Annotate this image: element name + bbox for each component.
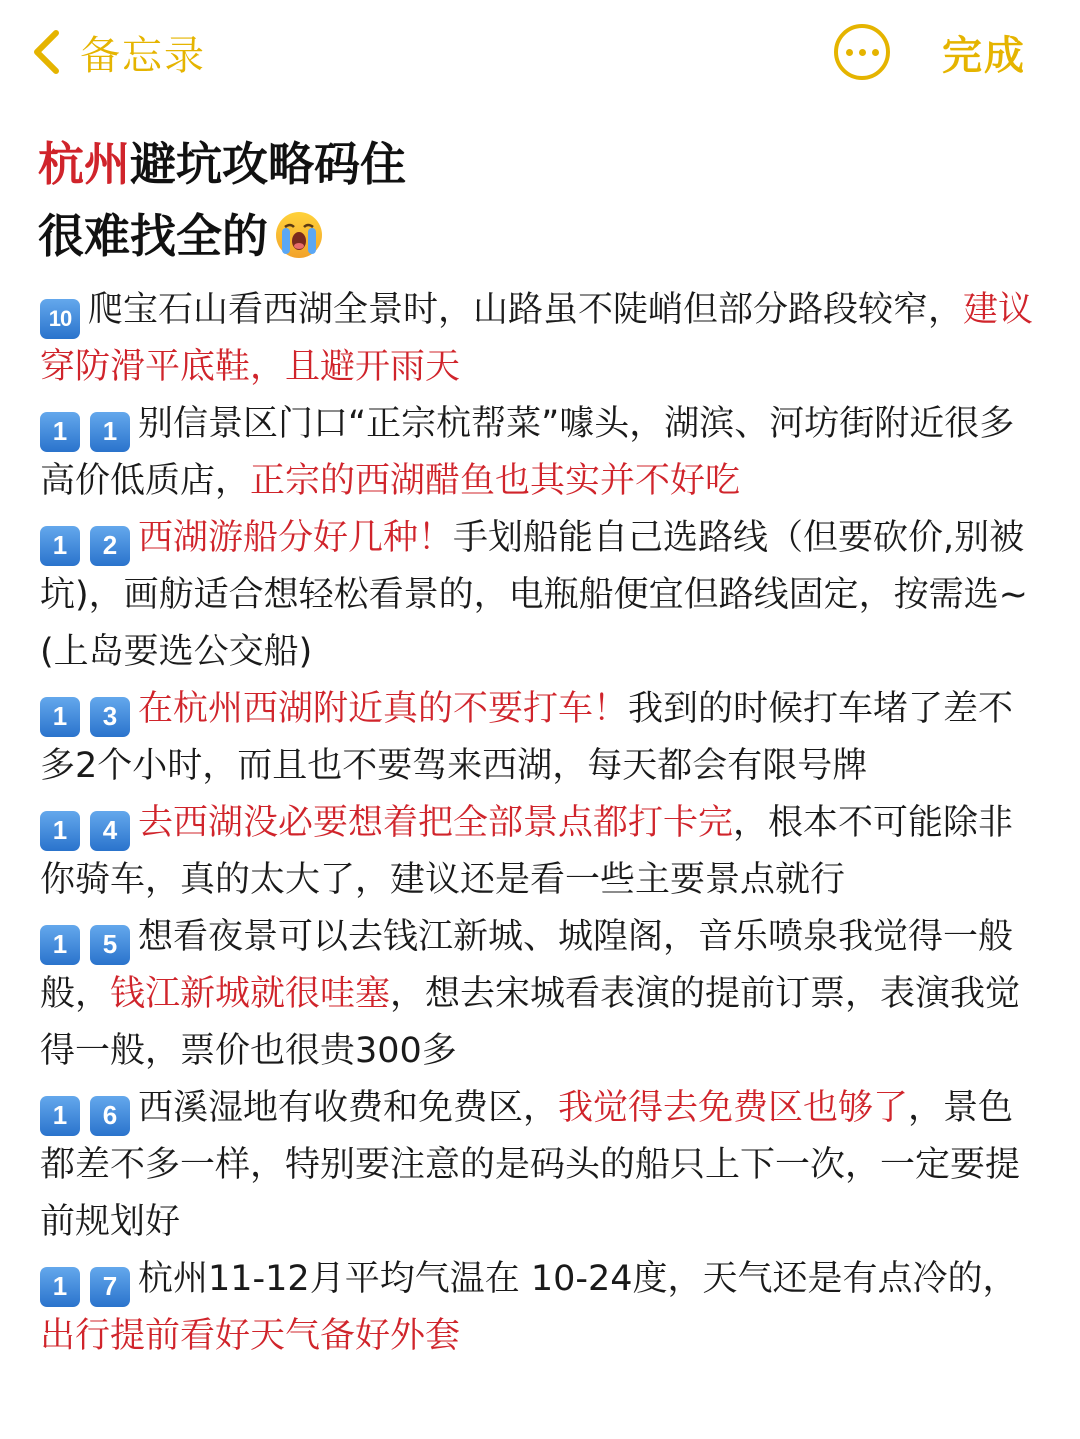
note-body [40, 282, 1040, 1365]
tip-item [40, 396, 1040, 510]
more-button[interactable] [834, 24, 890, 80]
tip-text: 手划船能自己选路线（但要砍价,别被坑)，画舫适合想轻松看景的，电瓶船便宜但路线固定，按需选~(上岛要选公交船) [40, 518, 1028, 672]
navigation-bar [0, 0, 1080, 104]
tip-highlight-text: 去西湖没必要想着把全部景点都打卡完 [138, 803, 734, 843]
more-ellipsis-dot [859, 49, 866, 56]
tip-highlight-text: 我觉得去免费区也够了 [558, 1088, 909, 1128]
keycap-digit-icon: 1 [40, 412, 80, 452]
tip-highlight-text: 建议穿防滑平底鞋，且避开雨天 [40, 290, 1034, 387]
tip-text: ，想去宋城看表演的提前订票，表演我觉得一般，票价也很贵300多 [40, 974, 1021, 1071]
title-line-1 [38, 128, 1038, 200]
tip-number [40, 925, 130, 965]
more-ellipsis-icon [846, 49, 853, 56]
tip-highlight-text: 钱江新城就很哇塞 [110, 974, 391, 1014]
crying-face-emoji-icon [274, 210, 324, 260]
keycap-digit-icon: 5 [90, 925, 130, 965]
title-line-2 [38, 200, 1038, 272]
tip-number [40, 299, 80, 339]
tip-text: 爬宝石山看西湖全景时，山路虽不陡峭但部分路段较窄， [88, 290, 964, 330]
tip-highlight-text: 西湖游船分好几种！ [138, 518, 454, 558]
keycap-digit-icon: 1 [40, 925, 80, 965]
keycap-digit-icon: 4 [90, 811, 130, 851]
keycap-digit-icon: 10 [40, 299, 80, 339]
keycap-digit-icon: 1 [40, 1096, 80, 1136]
tip-item [40, 909, 1040, 1080]
tip-number [40, 526, 130, 566]
tip-highlight-text: 出行提前看好天气备好外套 [40, 1316, 461, 1356]
back-button[interactable] [28, 22, 206, 82]
note-title [38, 128, 1038, 272]
tip-text: 西溪湿地有收费和免费区， [138, 1088, 559, 1128]
tip-text: 别信景区门口“正宗杭帮菜”噱头，湖滨、河坊街附近很多高价低质店， [40, 404, 1015, 501]
keycap-digit-icon: 1 [40, 697, 80, 737]
keycap-digit-icon: 3 [90, 697, 130, 737]
tip-item [40, 1251, 1040, 1365]
title-highlight: 杭州 [38, 137, 130, 191]
keycap-digit-icon: 1 [90, 412, 130, 452]
done-button[interactable]: 完成 [942, 33, 1026, 79]
chevron-left-icon [28, 27, 64, 77]
title-subline: 很难找全的 [38, 209, 268, 263]
tip-number [40, 1267, 130, 1307]
keycap-digit-icon: 1 [40, 1267, 80, 1307]
tip-number [40, 1096, 130, 1136]
title-rest: 避坑攻略码住 [130, 137, 406, 191]
keycap-digit-icon: 6 [90, 1096, 130, 1136]
tip-text: 杭州11-12月平均气温在 10-24度，天气还是有点冷的， [138, 1259, 1018, 1299]
tip-item [40, 795, 1040, 909]
tip-text: 想看夜景可以去钱江新城、城隍阁，音乐喷泉我觉得一般般， [40, 917, 1014, 1014]
tip-number [40, 412, 130, 452]
tip-highlight-text: 在杭州西湖附近真的不要打车！ [138, 689, 629, 729]
tip-item [40, 681, 1040, 795]
tip-item [40, 282, 1040, 396]
keycap-digit-icon: 1 [40, 811, 80, 851]
tip-text: 我到的时候打车堵了差不多2个小时，而且也不要驾来西湖，每天都会有限号牌 [40, 689, 1014, 786]
tip-text: ，根本不可能除非你骑车，真的太大了，建议还是看一些主要景点就行 [40, 803, 1014, 900]
keycap-digit-icon: 7 [90, 1267, 130, 1307]
tip-number [40, 697, 130, 737]
back-label: 备忘录 [80, 32, 206, 79]
tip-item [40, 1080, 1040, 1251]
tip-number [40, 811, 130, 851]
tip-highlight-text: 正宗的西湖醋鱼也其实并不好吃 [250, 461, 741, 501]
keycap-digit-icon: 2 [90, 526, 130, 566]
tip-item [40, 510, 1040, 681]
keycap-digit-icon: 1 [40, 526, 80, 566]
more-ellipsis-dot [872, 49, 879, 56]
tip-text: ，景色都差不多一样，特别要注意的是码头的船只上下一次，一定要提前规划好 [40, 1088, 1021, 1242]
